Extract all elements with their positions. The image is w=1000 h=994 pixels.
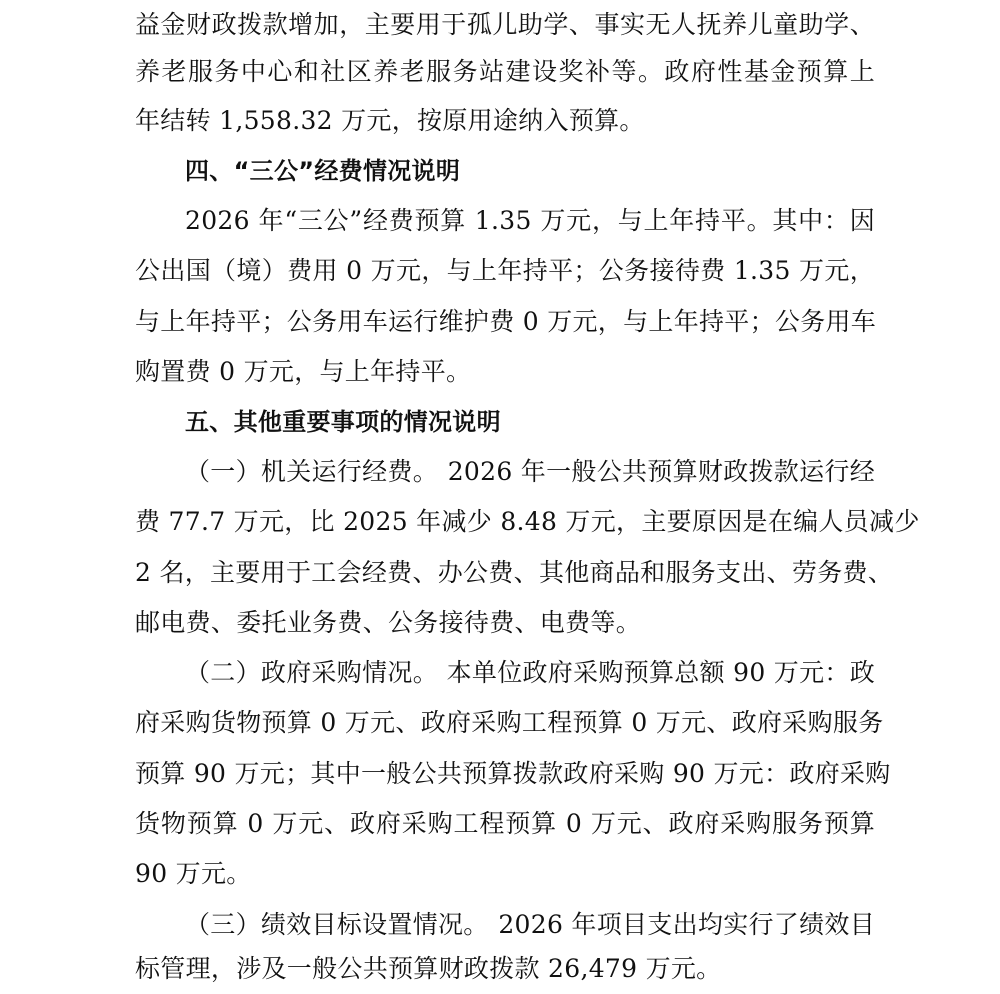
paragraph-line: 费 77.7 万元，比 2025 年减少 8.48 万元，主要原因是在编人员减少 [135, 507, 920, 536]
paragraph-line: 购置费 0 万元，与上年持平。 [135, 357, 472, 386]
paragraph-line [185, 447, 875, 497]
paragraph-line: 公出国（境）费用 0 万元，与上年持平；公务接待费 1.35 万元， [135, 256, 875, 285]
paragraph-text: 2026 年项目支出均实行了绩效目 [498, 910, 875, 939]
paragraph-line: 90 万元。 [135, 859, 252, 888]
paragraph-line: 益金财政拨款增加，主要用于孤儿助学、事实无人抚养儿童助学、 [135, 10, 875, 39]
paragraph-line: 货物预算 0 万元、政府采购工程预算 0 万元、政府采购服务预算 [135, 809, 875, 838]
paragraph-line: 2 名，主要用于工会经费、办公费、其他商品和服务支出、劳务费、 [135, 558, 894, 587]
subsection-lead: （三）绩效目标设置情况。 [185, 910, 489, 939]
paragraph-line: 2026 年“三公”经费预算 1.35 万元，与上年持平。其中：因 [185, 206, 875, 235]
subsection-lead: （二）政府采购情况。 [185, 658, 439, 687]
section-heading-5: 五、其他重要事项的情况说明 [185, 408, 501, 436]
paragraph-line [185, 900, 875, 950]
paragraph-text: 本单位政府采购预算总额 90 万元：政 [446, 658, 875, 687]
paragraph-line: 预算 90 万元；其中一般公共预算拨款政府采购 90 万元：政府采购 [135, 759, 891, 788]
paragraph-line: 养老服务中心和社区养老服务站建设奖补等。政府性基金预算上 [135, 57, 875, 86]
paragraph-line: 与上年持平；公务用车运行维护费 0 万元，与上年持平；公务用车 [135, 307, 877, 336]
paragraph-line [185, 648, 875, 698]
paragraph-text: 2026 年一般公共预算财政拨款运行经 [447, 457, 875, 486]
paragraph-line: 标管理，涉及一般公共预算财政拨款 26,479 万元。 [135, 954, 722, 983]
subsection-lead: （一）机关运行经费。 [185, 457, 439, 486]
paragraph-line: 府采购货物预算 0 万元、政府采购工程预算 0 万元、政府采购服务 [135, 708, 884, 737]
paragraph-line: 邮电费、委托业务费、公务接待费、电费等。 [135, 608, 642, 637]
section-heading-4: 四、“三公”经费情况说明 [185, 157, 461, 185]
paragraph-line: 年结转 1,558.32 万元，按原用途纳入预算。 [135, 106, 645, 135]
